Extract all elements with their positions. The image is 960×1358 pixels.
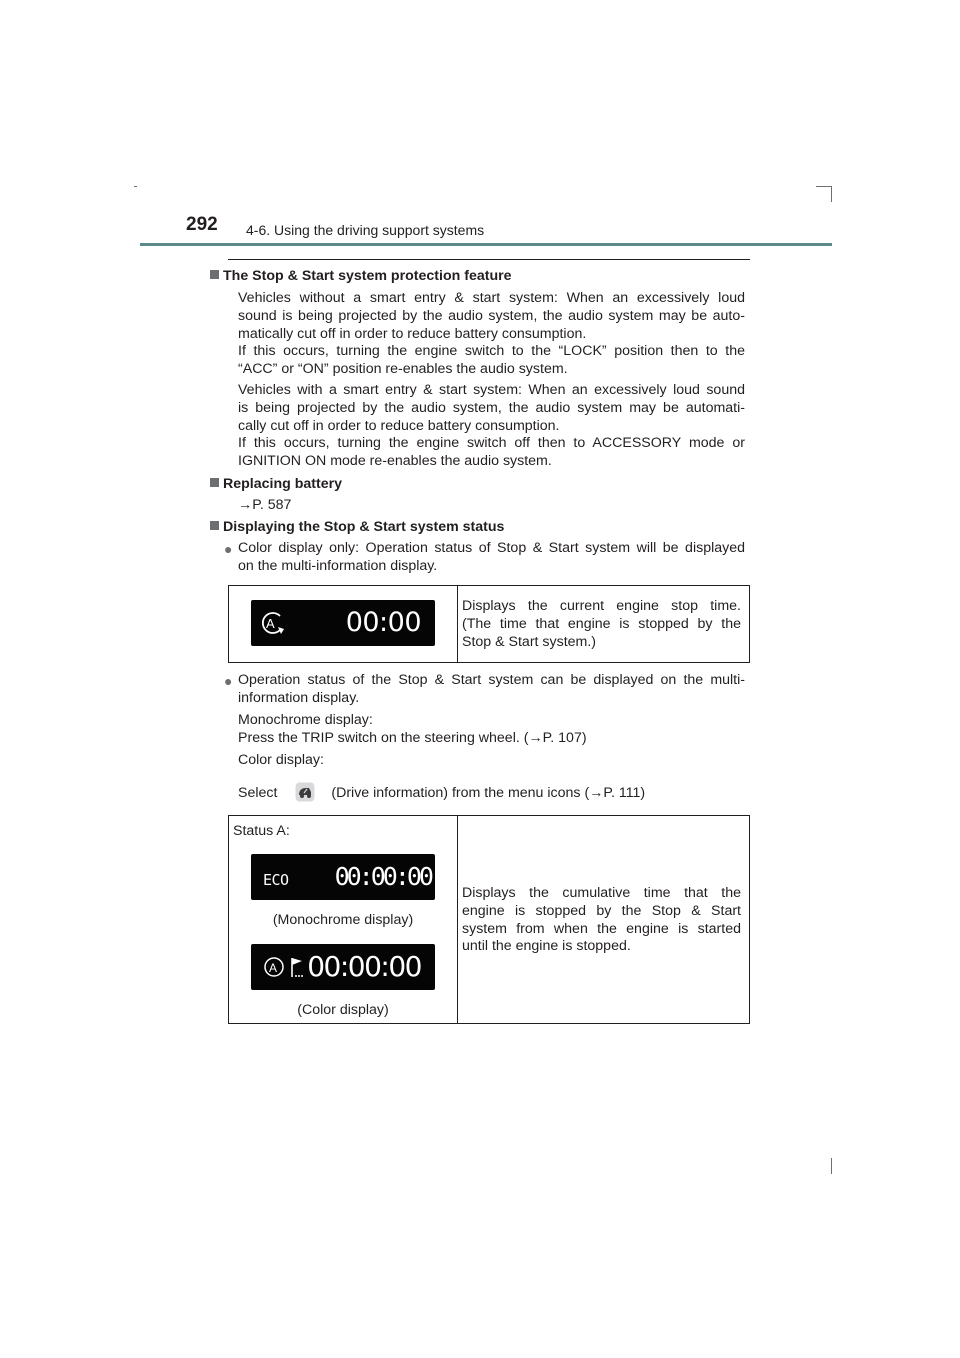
section-rule	[228, 259, 750, 260]
chapter-title: 4-6. Using the driving support systems	[246, 222, 485, 238]
bullet-text: Operation status of the Stop & Start system can be displayed on the multi- information display.	[238, 672, 745, 706]
auto-stop-start-icon	[259, 609, 289, 637]
square-marker-icon	[210, 521, 219, 530]
monochrome-caption: (Monochrome display)	[272, 912, 414, 928]
section-heading: The Stop & Start system protection feature	[210, 267, 512, 285]
crop-mark	[831, 1158, 832, 1174]
color-label: Color display:	[238, 752, 324, 768]
cumulative-time-readout: 00:00:00	[307, 950, 421, 983]
page-reference-link[interactable]: →P. 587	[238, 497, 292, 513]
table-cell-image	[229, 816, 458, 1024]
flag-icon	[289, 955, 307, 979]
section-heading: Displaying the Stop & Start system status	[210, 518, 504, 536]
auto-stop-start-icon	[263, 956, 285, 978]
square-marker-icon	[210, 478, 219, 487]
circle-bullet-icon: ●	[224, 541, 233, 557]
stop-time-table	[228, 585, 750, 663]
drive-information-icon	[295, 782, 315, 802]
table-cell-description: Displays the current engine stop time. (The time that engine is stopped by the Stop & Start system.)	[458, 586, 750, 663]
lcd-display	[251, 600, 435, 646]
monochrome-label: Monochrome display:	[238, 712, 373, 728]
stop-time-readout: 00:00	[345, 607, 421, 638]
bullet-text: Color display only: Operation status of Stop & Start system will be displayed on the multi-information display.	[238, 540, 745, 574]
page-number: 292	[186, 214, 218, 235]
monochrome-instruction: Press the TRIP switch on the steering wheel. (→P. 107)	[238, 730, 587, 746]
status-label: Status A:	[233, 823, 290, 839]
paragraph: Vehicles with a smart entry & start system: When an excessively loud sound is being projected by the audio system, the audio system may be automati- cally cut off in order to reduce battery consumption. If this occurs, turning the engine switch off then to ACCESSORY mode or IGNITION ON mode re-enables the audio system.	[238, 382, 745, 470]
cumulative-time-table	[228, 815, 750, 1024]
header-rule	[140, 243, 832, 246]
crop-mark	[816, 186, 832, 187]
table-cell-description: Displays the cumulative time that the engine is stopped by the Stop & Start system from when the engine is started until the engine is stopped.	[458, 816, 750, 1024]
circle-bullet-icon: ●	[224, 673, 233, 689]
crop-mark	[134, 186, 137, 187]
eco-indicator: ECO	[263, 871, 289, 889]
monochrome-lcd-display	[251, 854, 435, 900]
cumulative-time-readout: 00:00:00	[334, 862, 431, 891]
color-lcd-display	[251, 944, 435, 990]
table-cell-image	[229, 586, 458, 663]
crop-mark	[831, 186, 832, 202]
color-caption: (Color display)	[297, 1002, 389, 1018]
svg-text:A: A	[266, 616, 275, 631]
section-heading: Replacing battery	[210, 475, 342, 493]
color-instruction: Select (Drive information) from the menu icons (→P. 111)	[238, 782, 645, 803]
square-marker-icon	[210, 270, 219, 279]
svg-text:A: A	[269, 961, 278, 975]
paragraph: Vehicles without a smart entry & start system: When an excessively loud sound is being projected by the audio system, the audio system may be auto- matically cut off in order to reduce battery consumption. If this occurs, turning the engine switch to the “LOCK” position then to the “ACC” or “ON” position re-enables the audio system.	[238, 290, 745, 378]
